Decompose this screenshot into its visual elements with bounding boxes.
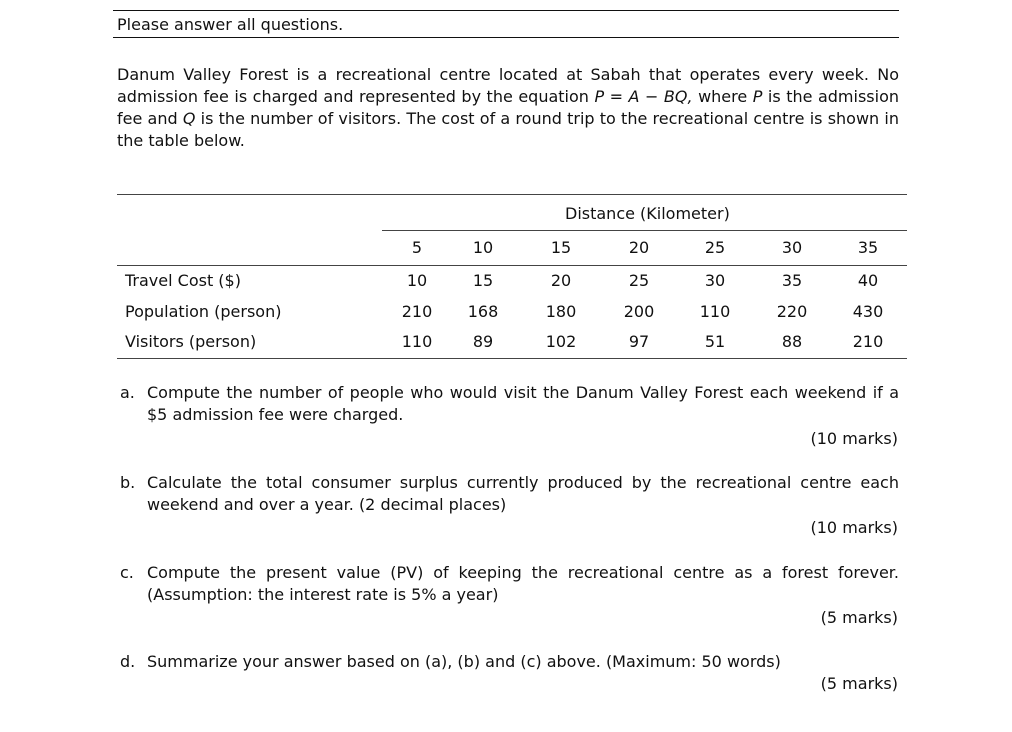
distance-group-header: Distance (Kilometer) bbox=[565, 204, 730, 223]
distance-cell: 25 bbox=[704, 238, 726, 257]
table-cell: 15 bbox=[472, 271, 494, 290]
table-top-rule bbox=[117, 194, 907, 195]
intro-paragraph bbox=[117, 64, 899, 152]
table-cell: 210 bbox=[401, 302, 433, 321]
intro-text-1: Danum Valley Forest is a recreational centre located at Sabah that operates every week. No admission fee is charged and represented by the equation bbox=[117, 65, 899, 106]
table-cell: 430 bbox=[852, 302, 884, 321]
table-cell: 200 bbox=[623, 302, 655, 321]
question-c-text: Compute the present value (PV) of keeping the recreational centre as a forest forever. (Assumption: the interest rate is 5% a year) bbox=[147, 563, 899, 604]
question-d-marks: (5 marks) bbox=[820, 674, 898, 693]
table-cell: 20 bbox=[550, 271, 572, 290]
table-cell: 102 bbox=[545, 332, 577, 351]
distance-cell: 30 bbox=[781, 238, 803, 257]
row-label-visitors: Visitors (person) bbox=[125, 332, 257, 351]
table-cell: 97 bbox=[628, 332, 650, 351]
table-cell: 110 bbox=[401, 332, 433, 351]
question-d-label: d. bbox=[120, 652, 136, 671]
instruction-text: Please answer all questions. bbox=[117, 15, 344, 34]
table-cell: 25 bbox=[628, 271, 650, 290]
distance-cell: 15 bbox=[550, 238, 572, 257]
intro-text-3: is the admission fee and bbox=[117, 87, 900, 128]
question-a-marks: (10 marks) bbox=[810, 429, 898, 448]
table-cell: 180 bbox=[545, 302, 577, 321]
table-cell: 40 bbox=[857, 271, 879, 290]
distance-cell: 10 bbox=[472, 238, 494, 257]
table-cell: 88 bbox=[781, 332, 803, 351]
table-cell: 110 bbox=[699, 302, 731, 321]
header-underline bbox=[382, 230, 907, 231]
distance-cell: 5 bbox=[411, 238, 423, 257]
question-a-label: a. bbox=[120, 383, 135, 402]
row-label-travel-cost: Travel Cost ($) bbox=[125, 271, 241, 290]
question-a-text: Compute the number of people who would visit the Danum Valley Forest each weekend if a $5 admission fee were charged. bbox=[147, 383, 899, 424]
question-b-text: Calculate the total consumer surplus currently produced by the recreational centre each weekend and over a year. (2 decimal places) bbox=[147, 473, 899, 514]
table-cell: 89 bbox=[472, 332, 494, 351]
table-cell: 35 bbox=[781, 271, 803, 290]
intro-equation: P = A − BQ, bbox=[594, 87, 693, 106]
question-b-marks: (10 marks) bbox=[810, 518, 898, 537]
table-cell: 168 bbox=[467, 302, 499, 321]
distance-cell: 20 bbox=[628, 238, 650, 257]
table-cell: 220 bbox=[776, 302, 808, 321]
intro-var-q: Q bbox=[182, 109, 196, 128]
intro-text-4: is the number of visitors. The cost of a round trip to the recreational centre is shown in the table below. bbox=[117, 109, 900, 150]
row-label-population: Population (person) bbox=[125, 302, 282, 321]
table-cell: 210 bbox=[852, 332, 884, 351]
intro-var-p: P bbox=[752, 87, 763, 106]
distance-cell: 35 bbox=[857, 238, 879, 257]
table-bottom-rule bbox=[117, 358, 907, 359]
instruction-box bbox=[113, 10, 899, 38]
header-bottom-rule bbox=[117, 265, 907, 266]
table-cell: 10 bbox=[406, 271, 428, 290]
question-d-text: Summarize your answer based on (a), (b) and (c) above. (Maximum: 50 words) bbox=[147, 652, 781, 671]
question-c-label: c. bbox=[120, 563, 134, 582]
table-cell: 51 bbox=[704, 332, 726, 351]
question-c-marks: (5 marks) bbox=[820, 608, 898, 627]
question-b-label: b. bbox=[120, 473, 136, 492]
intro-text-2: where bbox=[692, 87, 753, 106]
table-cell: 30 bbox=[704, 271, 726, 290]
